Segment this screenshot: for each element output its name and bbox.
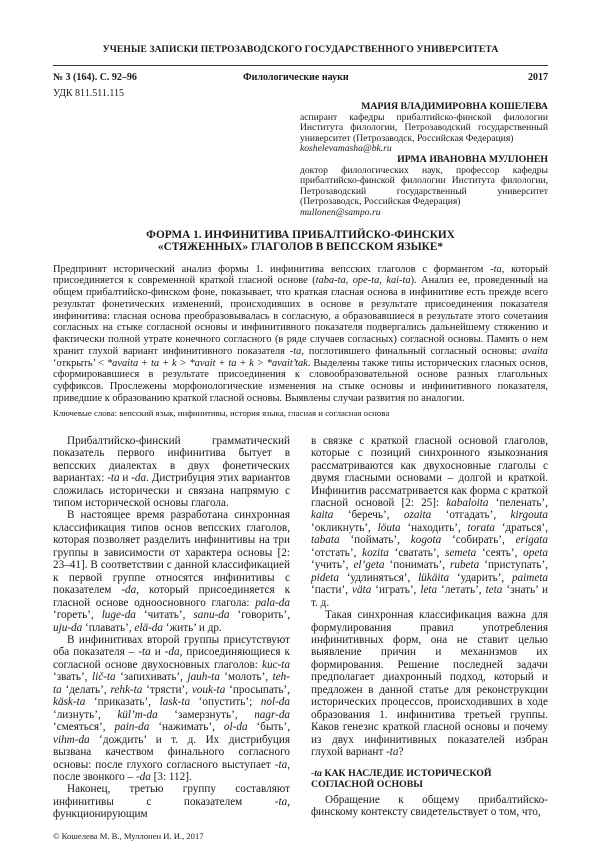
year: 2017	[528, 72, 548, 83]
italic-term: torata	[467, 521, 495, 534]
text-run: ‘трясти’,	[142, 683, 192, 696]
text-run: , функционирующим	[53, 795, 290, 821]
paragraph	[53, 783, 290, 820]
copyright: © Кошелева М. В., Муллонен И. И., 2017	[53, 830, 204, 841]
text-run: Обращение к общему прибалтийско-финскому контексту свидетельствует о том, что,	[311, 793, 548, 818]
italic-term: kuc-ta	[262, 658, 290, 671]
text-run: . Дистрибуция этих вариантов сложилась исторически и связана напрямую с типом исторической основы глагола.	[53, 472, 290, 509]
paragraph	[311, 609, 548, 758]
italic-term: kirgouta	[510, 509, 548, 522]
text-run: ‘сватать’,	[388, 546, 446, 559]
section-heading	[311, 768, 548, 791]
text-run: ‘смеяться’,	[53, 721, 115, 734]
text-run: ‘отстать’,	[311, 546, 363, 559]
text-run: ‘собирать’,	[441, 534, 516, 547]
text-run: и	[119, 472, 132, 485]
italic-term: rehk-ta	[110, 683, 143, 696]
author-affiliation: доктор филологических наук, профессор кафедры прибалтийско-финской филологии Института филологии, Петрозаводский государственный университет (Петрозаводск, Российская Федерация)	[300, 164, 548, 208]
text-run: В инфинитивах второй группы присутствуют оба показателя –	[53, 633, 290, 659]
italic-term: avaita	[522, 345, 548, 357]
italic-term: lükäita	[418, 571, 450, 584]
paragraph	[53, 634, 290, 783]
italic-term: rubeta	[450, 559, 480, 572]
text-run: ‘замерзнуть’,	[157, 708, 255, 721]
italic-term: vihm-da	[53, 733, 90, 746]
italic-term: paimeta	[511, 571, 548, 584]
text-run: [3: 112].	[150, 770, 192, 783]
text-run: , который присоединяется к гласной основе одноосновного глагола:	[53, 584, 291, 609]
italic-term: pain-da	[114, 721, 150, 734]
text-run: ‘плавать’,	[82, 621, 135, 634]
text-run: . Выделены также типы исторических гласных основ, сформировавшиеся в результате присоединения к словообразовательной основе разных глагольных суффиксов. Прослежены морфонологические изменения на стыке основы и инфинитивного показателя, приведшие к образованию краткой гласной основы. Выявлены случаи развития по аналогии.	[53, 357, 549, 404]
text-run: ‘молоть’,	[219, 671, 273, 684]
italic-term: teta	[485, 584, 503, 597]
article-title	[53, 229, 548, 254]
text-run: ‘удлиняться’,	[338, 571, 419, 584]
text-run: Наконец, третью группу составляют инфинитивы с показателем	[53, 783, 290, 808]
author-email[interactable]: mullonen@sampo.ru	[300, 206, 381, 218]
italic-term: kozita	[362, 546, 389, 559]
text-run: ‘беречь’,	[333, 509, 404, 522]
text-run: ‘отгадать’,	[431, 509, 511, 522]
italic-term: jauh-ta	[187, 671, 220, 684]
italic-term: -ta	[490, 263, 502, 275]
italic-term: uju-da	[53, 621, 83, 634]
italic-term: nagr-da	[254, 708, 291, 721]
author-email[interactable]: koshelevamasha@bk.ru	[300, 143, 392, 155]
italic-term: pala-da	[255, 596, 290, 609]
paragraph	[311, 435, 548, 609]
paragraph	[53, 435, 290, 510]
italic-term: elä-da	[134, 621, 163, 634]
italic-term: ol-da	[223, 721, 248, 734]
italic-term: väta	[352, 584, 372, 597]
italic-term: -da	[121, 584, 137, 597]
author-affiliation: аспирант кафедры прибалтийско-финской филологии Института филологии, Петрозаводский государственный университет (Петрозаводск, Российская Федерация)	[300, 111, 548, 144]
text-run: ‘нажимать’,	[149, 721, 224, 734]
heading-text: КАК НАСЛЕДИЕ ИСТОРИЧЕСКОЙ	[321, 767, 492, 779]
paragraph	[53, 509, 290, 634]
italic-term: lask-ta	[159, 696, 191, 709]
text-run: ‘просыпать’,	[225, 683, 291, 696]
italic-term: sanu-da	[193, 609, 230, 622]
text-run: ‘играть’,	[371, 584, 421, 597]
italic-term: löuta	[377, 521, 401, 534]
heading-text: СОГЛАСНОЙ ОСНОВЫ	[311, 779, 423, 790]
text-run: ‘поймать’,	[339, 534, 411, 547]
italic-term: käsk-ta	[53, 696, 86, 709]
journal-title: УЧЕНЫЕ ЗАПИСКИ ПЕТРОЗАВОДСКОГО ГОСУДАРСТВЕННОГО УНИВЕРСИТЕТА	[102, 44, 499, 55]
text-run: ‘сеять’,	[476, 546, 524, 559]
italic-term: *avaita + ta + k > *avait + ta + k > *avait’tak	[106, 357, 308, 369]
text-run: ‘находить’,	[400, 521, 468, 534]
text-run: , присоединяющиеся к согласной основе двухосновных глаголов:	[53, 646, 290, 671]
body-columns	[53, 435, 548, 821]
italic-term: lič-ta	[91, 671, 116, 684]
text-run: Предпринят исторический анализ формы 1. инфинитива вепсских глаголов с формантом	[53, 263, 491, 275]
italic-term: erigata	[515, 534, 548, 547]
text-run: ‘знать’ и т. д.	[311, 584, 548, 609]
text-run: ‘драться’,	[494, 521, 549, 534]
italic-term: kül’m-da	[117, 708, 158, 721]
italic-term: -ta	[289, 345, 302, 357]
left-column	[53, 435, 290, 821]
italic-term: -da	[131, 472, 147, 485]
author-name: ИРМА ИВАНОВНА МУЛЛОНЕН	[397, 153, 548, 165]
text-run: ‘открыть’ <	[53, 357, 107, 369]
italic-term: kabaloita	[446, 496, 489, 509]
italic-term: kaita	[311, 509, 334, 522]
italic-term: tabata	[311, 534, 340, 547]
paragraph	[311, 794, 548, 819]
italic-term: vouk-ta	[191, 683, 226, 696]
right-column	[311, 435, 548, 821]
text-run: ‘приступать’,	[479, 559, 548, 572]
issue-number: № 3 (164). С. 92–96	[53, 72, 137, 83]
text-run: ‘ударить’,	[449, 571, 512, 584]
italic-term: -ta	[138, 646, 151, 659]
text-run: ‘говорить’,	[229, 609, 290, 622]
italic-term: teh-ta	[53, 671, 291, 696]
italic-term: -ta	[107, 472, 120, 485]
text-run: ‘быть’,	[247, 721, 290, 734]
text-run: В настоящее время разработана синхронная классификация типов основ вепсских глаголов, которая позволяет разделить инфинитивы на три группы в зависимости от характера основы [2: 23–41]. В соответствии с данной классификацией к первой группе относятся инфинитивы с показателем	[53, 509, 290, 597]
italic-term: kogota	[410, 534, 442, 547]
italic-term: luge-da	[101, 609, 136, 622]
italic-term: -ta	[274, 795, 288, 808]
text-run: , который присоединяется к современной краткой гласной основе (	[53, 263, 548, 287]
italic-term: ozaita	[403, 509, 432, 522]
authors-block	[300, 102, 548, 219]
italic-term: taba-ta, ope-ta, kai-ta	[315, 275, 411, 287]
text-run: ‘учить’,	[311, 559, 354, 572]
abstract	[53, 264, 548, 405]
text-run: ‘читать’,	[135, 609, 194, 622]
heading-italic: -ta	[311, 767, 322, 779]
italic-term: pideta	[311, 571, 339, 584]
text-run: ‘жить’ и др.	[163, 621, 222, 634]
italic-term: semeta	[445, 546, 477, 559]
header-divider	[53, 65, 548, 66]
section-name: Филологические науки	[243, 72, 349, 83]
italic-term: -ta	[274, 758, 288, 771]
text-run: ‘звать’,	[53, 671, 92, 684]
text-run: ‘летать’,	[437, 584, 486, 597]
issue-line	[53, 72, 548, 84]
italic-term: -da	[164, 646, 180, 659]
text-run: ‘делать’,	[61, 683, 111, 696]
text-run: , после звонкого –	[53, 758, 290, 783]
italic-term: leta	[420, 584, 438, 597]
italic-term: -ta	[386, 746, 399, 759]
text-run: ‘понимать’,	[384, 559, 450, 572]
text-run: ‘лизнуть’,	[53, 708, 118, 721]
keywords: Ключевые слова: вепсский язык, инфинитивы, история языка, гласная и согласная основа	[53, 407, 390, 418]
text-run: в связке с краткой гласной основой глаголов, которые с позиций синхронного языкознания рассматриваются как двухосновные глаголы с двумя гласными основами – долгой и краткой. Инфинитив рассматривается как форма с краткой гласной основой [2: 25]:	[311, 434, 548, 509]
text-run: ‘приказать’,	[85, 696, 160, 709]
text-run: ‘гореть’,	[53, 609, 102, 622]
title-line: ФОРМА 1. ИНФИНИТИВА ПРИБАЛТИЙСКО-ФИНСКИХ	[146, 228, 455, 241]
text-run: ‘пеленать’,	[488, 496, 548, 509]
italic-term: nol-da	[260, 696, 290, 709]
italic-term: opeta	[523, 546, 549, 559]
text-run: Прибалтийско-финский грамматический показатель первого инфинитива бытует в вепсских диалектах в двух фонетических вариантах:	[53, 434, 290, 485]
text-run: ‘дождить’ и т. д. Их дистрибуция вызвана качеством финального согласного основы: после глухого согласного выступает	[53, 733, 290, 771]
author-name: МАРИЯ ВЛАДИМИРОВНА КОШЕЛЕВА	[361, 101, 548, 112]
italic-term: el’geta	[353, 559, 385, 572]
text-run: Такая синхронная классификация важна для формулирования правил употребления инфинитивных форм, она не ставит целью выявление причин и механизмов их формирования. Решение последней задачи предполагает диахронный подход, который и предложен в данной статье для реконструкции исторических процессов, происходивших в ходе образования 1. инфинитива третьей группы. Каков генезис краткой гласной основы и почему из двух инфинитивных показателей избран глухой вариант	[311, 609, 548, 759]
text-run: ‘окликнуть’,	[311, 521, 378, 534]
text-run: ). Анализ ее, проведенный на общем прибалтийско-финском фоне, показывает, что краткая гласная основа в инфинитиве есть прежде всего результат фонетических изменений, происходивших в основе в результате присоединения показателя инфинитива: гласная основа преобразовывалась в согласную, а образовавшиеся в результате этого сочетания согласных на стыке согласной основы и инфинитивного показателя подвергались дальнейшему стяжению и фактически полной утрате конечного согласного (в ряде случаев согласных) согласной основы. Память о нем хранит глухой вариант инфинитивного показателя	[53, 275, 548, 357]
text-run: ?	[398, 746, 404, 759]
udk-code: УДК 811.511.115	[53, 88, 124, 99]
text-run: ‘запихивать’,	[115, 671, 188, 684]
text-run: ‘опустить’;	[190, 696, 261, 709]
text-run: , поглотившего финальный согласный основы:	[301, 345, 523, 357]
title-line: «СТЯЖЕННЫХ» ГЛАГОЛОВ В ВЕПССКОМ ЯЗЫКЕ*	[157, 241, 444, 254]
text-run: ‘пасти’,	[311, 584, 353, 597]
italic-term: -da	[135, 770, 151, 783]
text-run: и	[150, 646, 165, 659]
